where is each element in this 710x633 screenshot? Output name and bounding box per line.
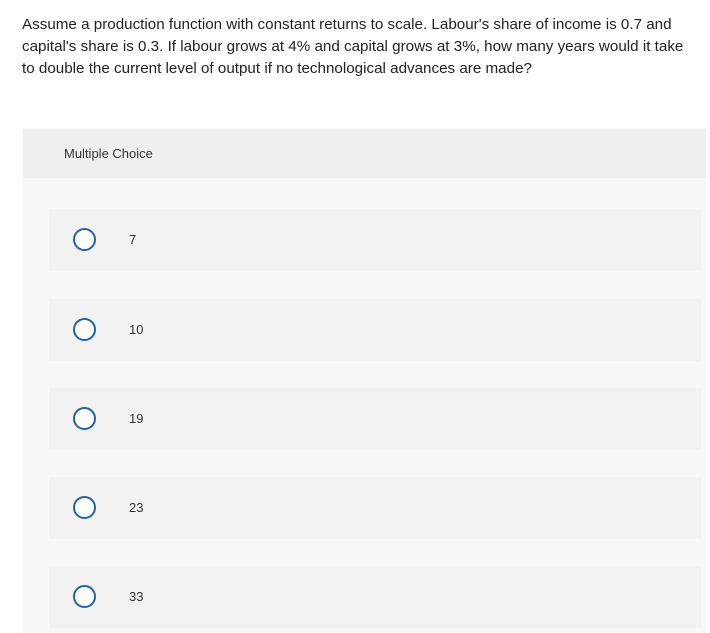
choice-option-2[interactable] [49, 299, 701, 361]
choice-option-3[interactable] [49, 388, 701, 450]
choice-label: 33 [129, 589, 144, 604]
multiple-choice-panel [23, 129, 706, 633]
choice-option-5[interactable] [49, 566, 701, 628]
radio-button-icon[interactable] [73, 228, 96, 251]
choice-option-4[interactable] [49, 477, 701, 539]
radio-button-icon[interactable] [73, 585, 96, 608]
choice-label: 10 [129, 322, 144, 337]
question-type-label: Multiple Choice [64, 146, 153, 161]
panel-header [23, 129, 706, 178]
question-text: Assume a production function with constant returns to scale. Labour's share of income is 0.7 and capital's share is 0.3. If labour grows at 4% and capital grows at 3%, how many years would it take to double the current level of output if no technological advances are made? [22, 16, 684, 77]
choice-label: 7 [129, 232, 137, 247]
radio-button-icon[interactable] [73, 496, 96, 519]
choice-label: 19 [129, 411, 144, 426]
radio-button-icon[interactable] [73, 318, 96, 341]
choice-label: 23 [129, 500, 144, 515]
choice-option-1[interactable] [49, 209, 701, 271]
radio-button-icon[interactable] [73, 407, 96, 430]
